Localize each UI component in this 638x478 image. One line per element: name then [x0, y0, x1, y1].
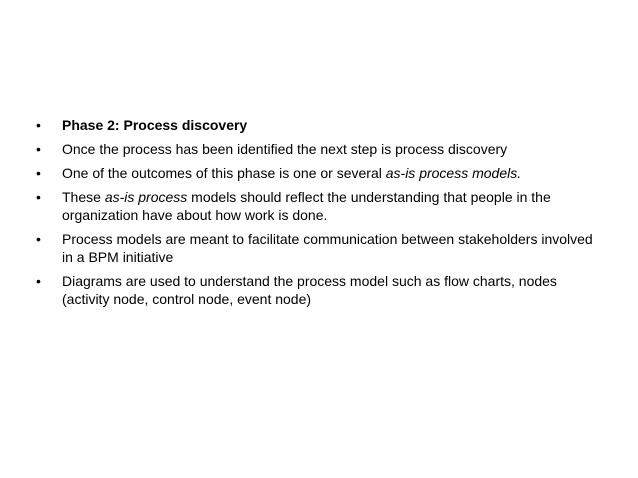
- bullet-icon: •: [36, 141, 41, 157]
- bullet-text: Process models are meant to facilitate communication between stakeholders involved in a BPM initiative: [62, 231, 593, 265]
- bullet-text-pre: These: [62, 189, 105, 205]
- bullet-icon: •: [36, 231, 41, 247]
- bullet-item-phase-title: [36, 116, 596, 134]
- bullet-item-outcomes: [36, 164, 596, 182]
- bullet-text: One of the outcomes of this phase is one or several: [62, 165, 386, 181]
- bullet-item-identified: [36, 140, 596, 158]
- bullet-emphasis: as-is process: [104, 189, 188, 205]
- bullet-text-post: models should reflect the understanding that people in the organization have about how work is done.: [62, 189, 551, 223]
- bullet-list: [36, 116, 596, 314]
- bullet-emphasis: as-is process models.: [385, 165, 522, 181]
- bullet-icon: •: [36, 189, 41, 205]
- bullet-item-communication: [36, 230, 596, 266]
- bullet-item-as-is-models: [36, 188, 596, 224]
- bullet-text: Once the process has been identified the next step is process discovery: [62, 141, 508, 157]
- bullet-icon: •: [36, 117, 41, 133]
- bullet-icon: •: [36, 165, 41, 181]
- bullet-item-diagrams: [36, 272, 596, 308]
- phase-title: Phase 2: Process discovery: [62, 117, 248, 133]
- bullet-icon: •: [36, 273, 41, 289]
- bullet-text: Diagrams are used to understand the process model such as flow charts, nodes (activity node, control node, event node): [62, 273, 557, 307]
